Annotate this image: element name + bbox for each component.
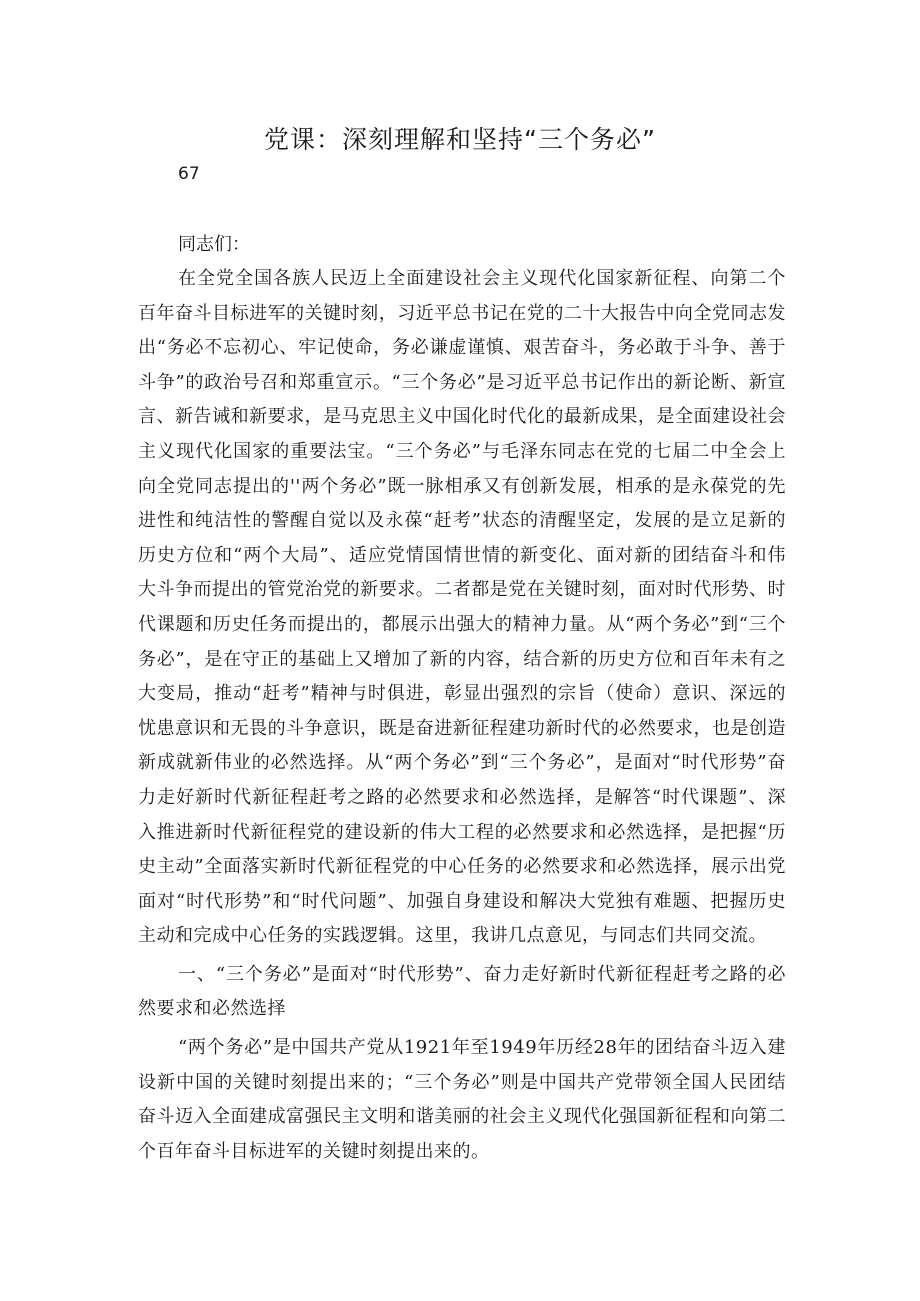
body-paragraph: “两个务必”是中国共产党从1921年至1949年历经28年的团结奋斗迈入建设新中国的关键时刻提出来的；“三个务必”则是中国共产党带领全国人民团结奋斗迈入全面建成富强民主文明和谐美丽的社会主义现代化强国新征程和向第二个百年奋斗目标进军的关键时刻提出来的。 (138, 1037, 786, 1162)
page-number: 67 (178, 164, 200, 184)
document-title: 党课：深刻理解和坚持“三个务必” (264, 125, 656, 154)
section-heading: 一、“三个务必”是面对“时代形势”、奋力走好新时代新征程赶考之路的必然要求和必然选择 (138, 963, 786, 1020)
salutation: 同志们： (178, 234, 250, 255)
intro-paragraph: 在全党全国各族人民迈上全面建设社会主义现代化国家新征程、向第二个百年奋斗目标进军的关键时刻，习近平总书记在党的二十大报告中向全党同志发出“务必不忘初心、牢记使命，务必谦虚谨慎、艰苦奋斗，务必敢于斗争、善于斗争”的政治号召和郑重宣示。“三个务必”是习近平总书记作出的新论断、新宣言、新告诫和新要求，是马克思主义中国化时代化的最新成果，是全面建设社会主义现代化国家的重要法宝。“三个务必”与毛泽东同志在党的七届二中全会上向全党同志提出的''两个务必”既一脉相承又有创新发展，相承的是永葆党的先进性和纯洁性的警醒自觉以及永葆“赶考”状态的清醒坚定，发展的是立足新的历史方位和“两个大局”、适应党情国情世情的新变化、面对新的团结奋斗和伟大斗争而提出的管党治党的新要求。二者都是党在关键时刻，面对时代形势、时代课题和历史任务而提出的，都展示出强大的精神力量。从“两个务必”到“三个务必”，是在守正的基础上又增加了新的内容，结合新的历史方位和百年未有之大变局，推动“赶考”精神与时俱进，彰显出强烈的宗旨（使命）意识、深远的忧患意识和无畏的斗争意识，既是奋进新征程建功新时代的必然要求，也是创造新成就新伟业的必然选择。从“两个务必”到“三个务必”，是面对“时代形势”奋力走好新时代新征程赶考之路的必然要求和必然选择，是解答“时代课题”、深入推进新时代新征程党的建设新的伟大工程的必然要求和必然选择，是把握“历史主动”全面落实新时代新征程党的中心任务的必然要求和必然选择，展示出党面对“时代形势”和“时代问题”、加强自身建设和解决大党独有难题、把握历史主动和完成中心任务的实践逻辑。这里，我讲几点意见，与同志们共同交流。 (138, 268, 786, 947)
document-body (138, 230, 786, 1169)
